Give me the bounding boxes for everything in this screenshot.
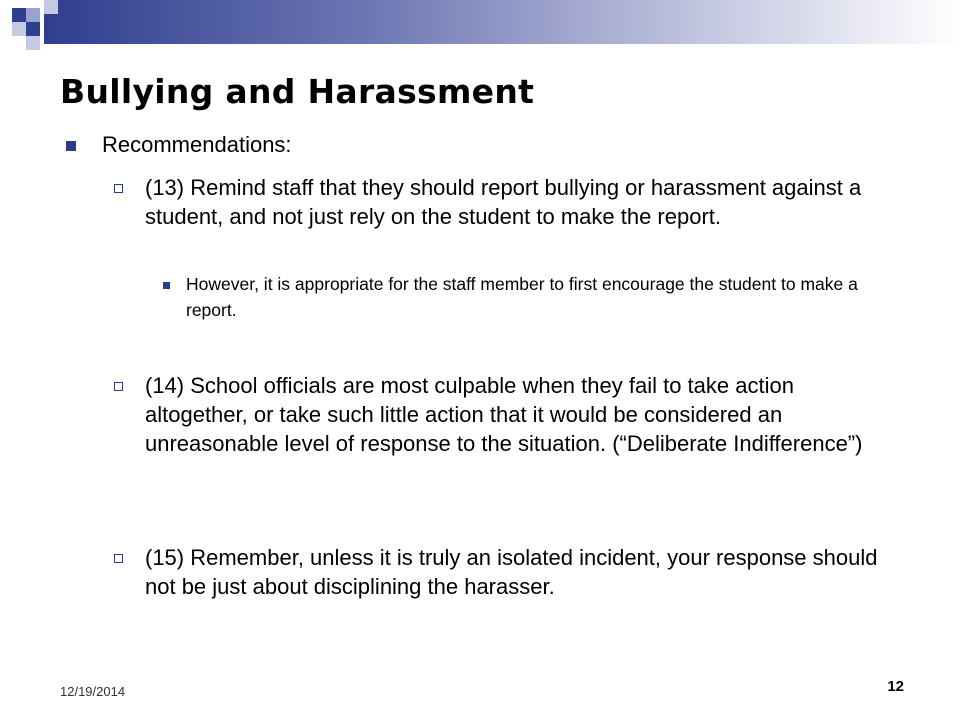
decor-square-5 <box>26 36 40 50</box>
checkbox-bullet-icon <box>114 184 123 193</box>
level3-bullet-icon <box>163 282 170 289</box>
checkbox-bullet-icon <box>114 554 123 563</box>
page-number: 12 <box>887 678 904 695</box>
decor-square-2 <box>26 8 40 22</box>
checkbox-bullet-icon <box>114 382 123 391</box>
level1-bullet-icon <box>66 141 76 151</box>
recommendation-item-15: (15) Remember, unless it is truly an isolated incident, your response should not be just about disciplining the harasser. <box>145 545 878 599</box>
recommendation-item-13: (13) Remind staff that they should report bullying or harassment against a student, and not just rely on the student to make the report. <box>145 175 862 229</box>
recommendation-item-14: (14) School officials are most culpable when they fail to take action altogether, or take such little action that it would be considered an unreasonable level of response to the situation. (“Deliberate Indifference”) <box>145 373 863 456</box>
recommendations-heading: Recommendations: <box>102 132 292 157</box>
decor-square-1 <box>12 8 26 22</box>
header-gradient-band <box>44 0 960 44</box>
decor-square-6 <box>44 0 58 14</box>
slide-title: Bullying and Harassment <box>60 72 535 111</box>
decor-square-4 <box>26 22 40 36</box>
footer-date: 12/19/2014 <box>60 684 126 699</box>
decor-square-3 <box>12 22 26 36</box>
recommendation-item-13-sub: However, it is appropriate for the staff member to first encourage the student to make a report. <box>186 274 858 320</box>
